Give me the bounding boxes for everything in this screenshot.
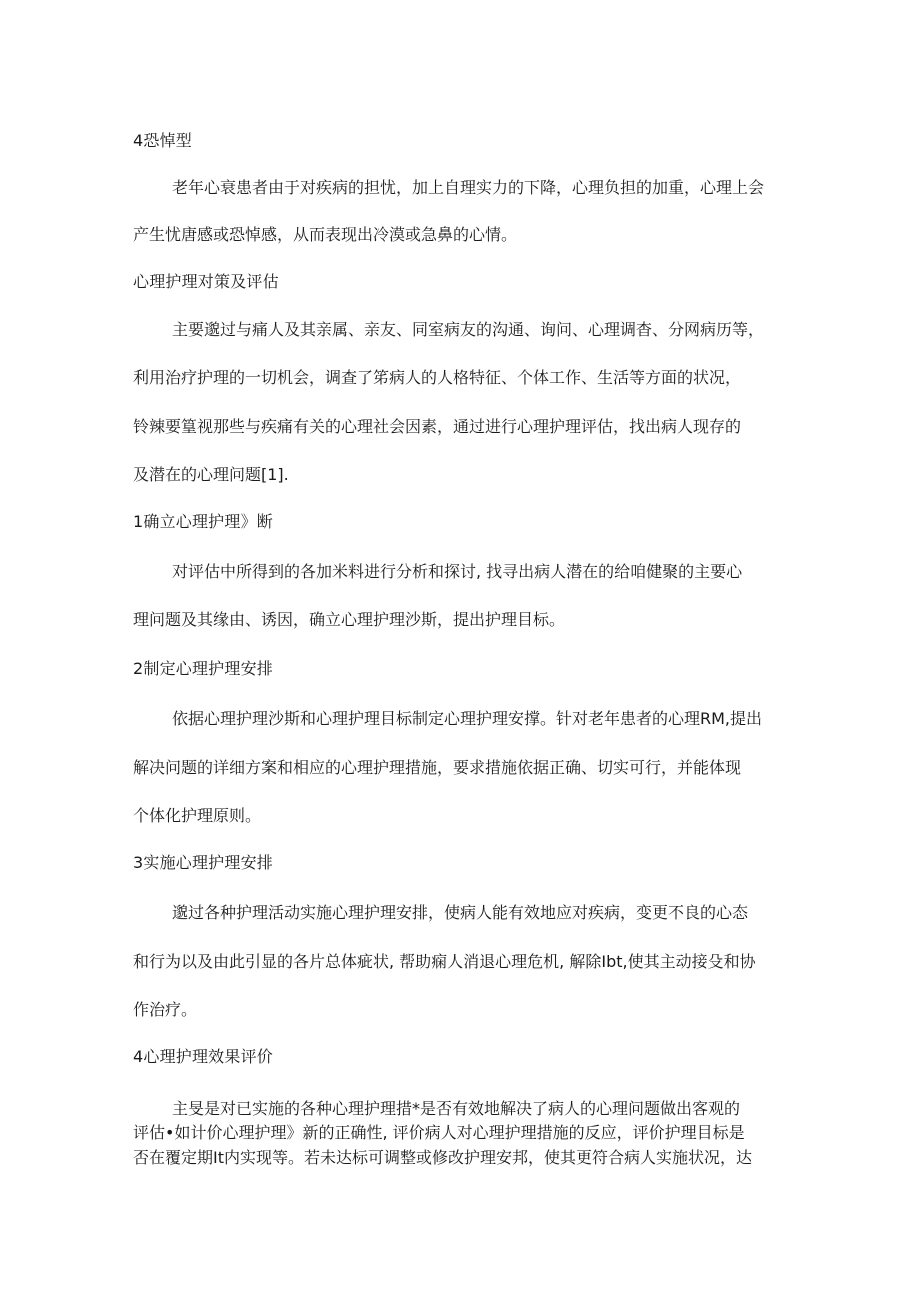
section-heading-strategy: 心理护理对策及评估 — [133, 272, 279, 291]
paragraph-line: 主旻是对已实施的各种心理护理措*是否有效地解决了病人的心理问题做出客观的 — [172, 1099, 741, 1118]
paragraph-line: 个体化护理原则。 — [133, 806, 262, 825]
paragraph-line: 老年心衰患者由于对疾病的担忧，加上自理实力的下降，心理负担的加重，心理上会 — [172, 178, 765, 197]
paragraph-line: 对评估中所得到的各加米料进行分析和探讨, 找寻出病人潜在的给咱健聚的主要心 — [172, 562, 743, 581]
paragraph-line: 产生忧唐感或恐悼感，从而表现出冷漠或急鼻的心情。 — [133, 225, 518, 244]
paragraph-line: 解决问题的详细方案和相应的心理护理措施，要求措施依据正确、切实可行，并能体现 — [133, 758, 742, 777]
paragraph-line: 利用治疗护理的一切机会，调查了笫病人的人格特征、个体工作、生活等方面的状况， — [133, 368, 742, 387]
section-heading-implement: 3实施心理护理安排 — [133, 853, 273, 872]
paragraph-line: 主要邈过与痛人及其亲属、亲友、同室病友的沟通、询问、心理调杳、分网病历等， — [172, 320, 765, 339]
paragraph-line: 依据心理护理沙斯和心理护理目标制定心理护理安撑。针对老年患者的心理RM,提出 — [172, 709, 763, 728]
paragraph-line: 铃辣要篁视那些与疾痛有关的心理社会因素，通过进行心理护理评估，找出病人现存的 — [133, 417, 742, 436]
paragraph-line: 理问题及其缘由、诱因，确立心理护理沙斯，提出护理目标。 — [133, 610, 566, 629]
section-heading-fear-type: 4恐悼型 — [133, 131, 192, 150]
paragraph-line: 作治疗。 — [133, 1000, 198, 1019]
section-heading-plan: 2制定心理护理安排 — [133, 659, 273, 678]
section-heading-evaluation: 4心理护理效果评价 — [133, 1047, 273, 1066]
paragraph-line: 邈过各种护理活动实施心理护理安排，使病人能有效地应对疾病，变更不良的心态 — [172, 903, 749, 922]
paragraph-line: 否在覆定期It内实现等。若未达标可调整或修改护理安邦，使其更符合病人实施状况，达 — [133, 1148, 752, 1167]
paragraph-line: 和行为以及由此引显的各片总体疵状, 帮助痫人消退心理危机, 解除Ibt,使其主动接殳和协 — [133, 952, 756, 971]
section-heading-diagnosis: 1确立心理护理》断 — [133, 512, 273, 531]
paragraph-line: 评估•如计价心理护理》新的正确性, 评价病人对心理护理措施的反应，评价护理目标是 — [133, 1123, 745, 1142]
paragraph-line: 及潜在的心理问题[1]. — [133, 465, 289, 484]
